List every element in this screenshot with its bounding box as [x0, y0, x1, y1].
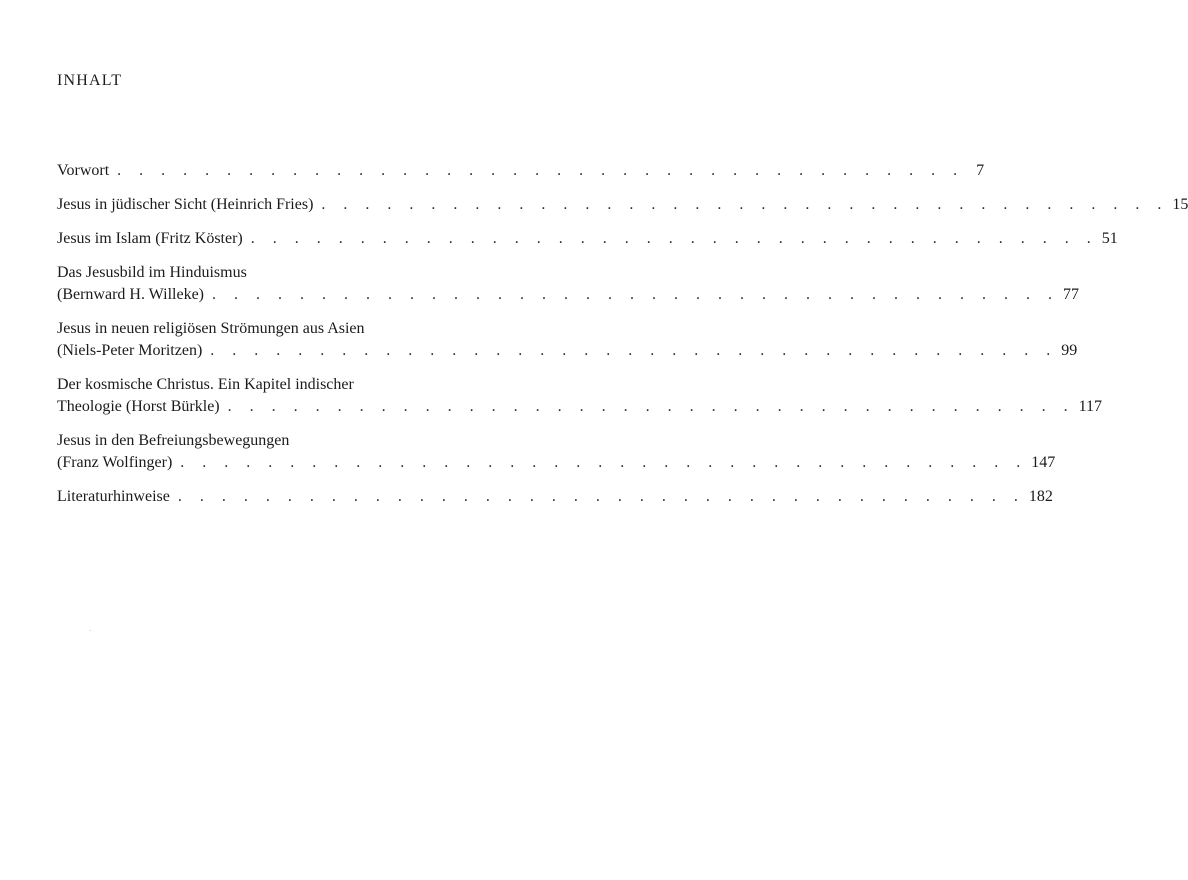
dot-leader: . . . . . . . . . . . . . . . . . . . . . . . . . . . . . . . . . . . . . . .	[227, 398, 1075, 415]
dot-leader: . . . . . . . . . . . . . . . . . . . . . . . . . . . . . . . . . . . . . . .	[177, 488, 1025, 505]
toc-entry-literaturhinweise	[57, 486, 1053, 508]
dot-leader: . . . . . . . . . . . . . . . . . . . . . . . . . . . . . . . . . . . . . . .	[180, 454, 1028, 471]
toc-entry-vorwort	[57, 160, 985, 182]
toc-entry-islam	[57, 228, 1118, 250]
toc-entry-title: Das Jesusbild im Hinduismus	[57, 264, 247, 281]
toc-entry-asien	[57, 318, 1078, 362]
dot-leader: . . . . . . . . . . . . . . . . . . . . . . . . . . . . . . . . . . . . . . .	[321, 196, 1169, 213]
toc-entry-juedische-sicht	[57, 194, 1188, 216]
toc-line	[57, 452, 1056, 474]
toc-entry-title: Jesus in jüdischer Sicht (Heinrich Fries)	[57, 196, 314, 213]
toc-entry-title: Vorwort	[57, 162, 110, 179]
toc-page-number: 15	[1172, 196, 1188, 213]
toc-line	[57, 228, 1118, 250]
toc-page-number: 99	[1061, 342, 1078, 359]
contents-heading: INHALT	[57, 72, 123, 89]
toc-page-number: 51	[1101, 230, 1118, 247]
toc-line	[57, 194, 1188, 216]
toc-entry-title: Jesus in den Befreiungsbewegungen	[57, 432, 290, 449]
toc-entry-kosmische-christus	[57, 374, 1103, 418]
toc-page-number: 182	[1028, 488, 1053, 505]
paper-speck	[90, 630, 91, 631]
table-of-contents	[57, 160, 1188, 508]
toc-line	[57, 262, 457, 284]
dot-leader: . . . . . . . . . . . . . . . . . . . . . . . . . . . . . . . . . . . . . . .	[210, 342, 1058, 359]
toc-page-number: 7	[976, 162, 985, 179]
toc-line	[57, 318, 457, 340]
toc-line	[57, 340, 1078, 362]
toc-page-number: 117	[1078, 398, 1103, 415]
toc-entry-author: (Niels-Peter Moritzen)	[57, 342, 203, 359]
toc-line	[57, 486, 1053, 508]
toc-entry-title: Jesus in neuen religiösen Strömungen aus Asien	[57, 320, 365, 337]
toc-page-number: 147	[1031, 454, 1056, 471]
toc-entry-title: Jesus im Islam (Fritz Köster)	[57, 230, 243, 247]
toc-entry-author: (Franz Wolfinger)	[57, 454, 173, 471]
toc-line	[57, 284, 1080, 306]
toc-line	[57, 160, 985, 182]
toc-line	[57, 430, 457, 452]
dot-leader: . . . . . . . . . . . . . . . . . . . . . . . . . . . . . . . . . . . . . . .	[117, 162, 965, 179]
toc-page-number: 77	[1063, 286, 1080, 303]
toc-entry-author: (Bernward H. Willeke)	[57, 286, 205, 303]
toc-entry-befreiungsbewegungen	[57, 430, 1056, 474]
toc-line	[57, 374, 457, 396]
dot-leader: . . . . . . . . . . . . . . . . . . . . . . . . . . . . . . . . . . . . . . .	[250, 230, 1098, 247]
toc-entry-hinduismus	[57, 262, 1080, 306]
dot-leader: . . . . . . . . . . . . . . . . . . . . . . . . . . . . . . . . . . . . . . .	[212, 286, 1060, 303]
toc-line	[57, 396, 1103, 418]
toc-entry-title: Literaturhinweise	[57, 488, 170, 505]
toc-entry-title: Der kosmische Christus. Ein Kapitel indischer	[57, 376, 354, 393]
toc-entry-title-cont: Theologie (Horst Bürkle)	[57, 398, 220, 415]
